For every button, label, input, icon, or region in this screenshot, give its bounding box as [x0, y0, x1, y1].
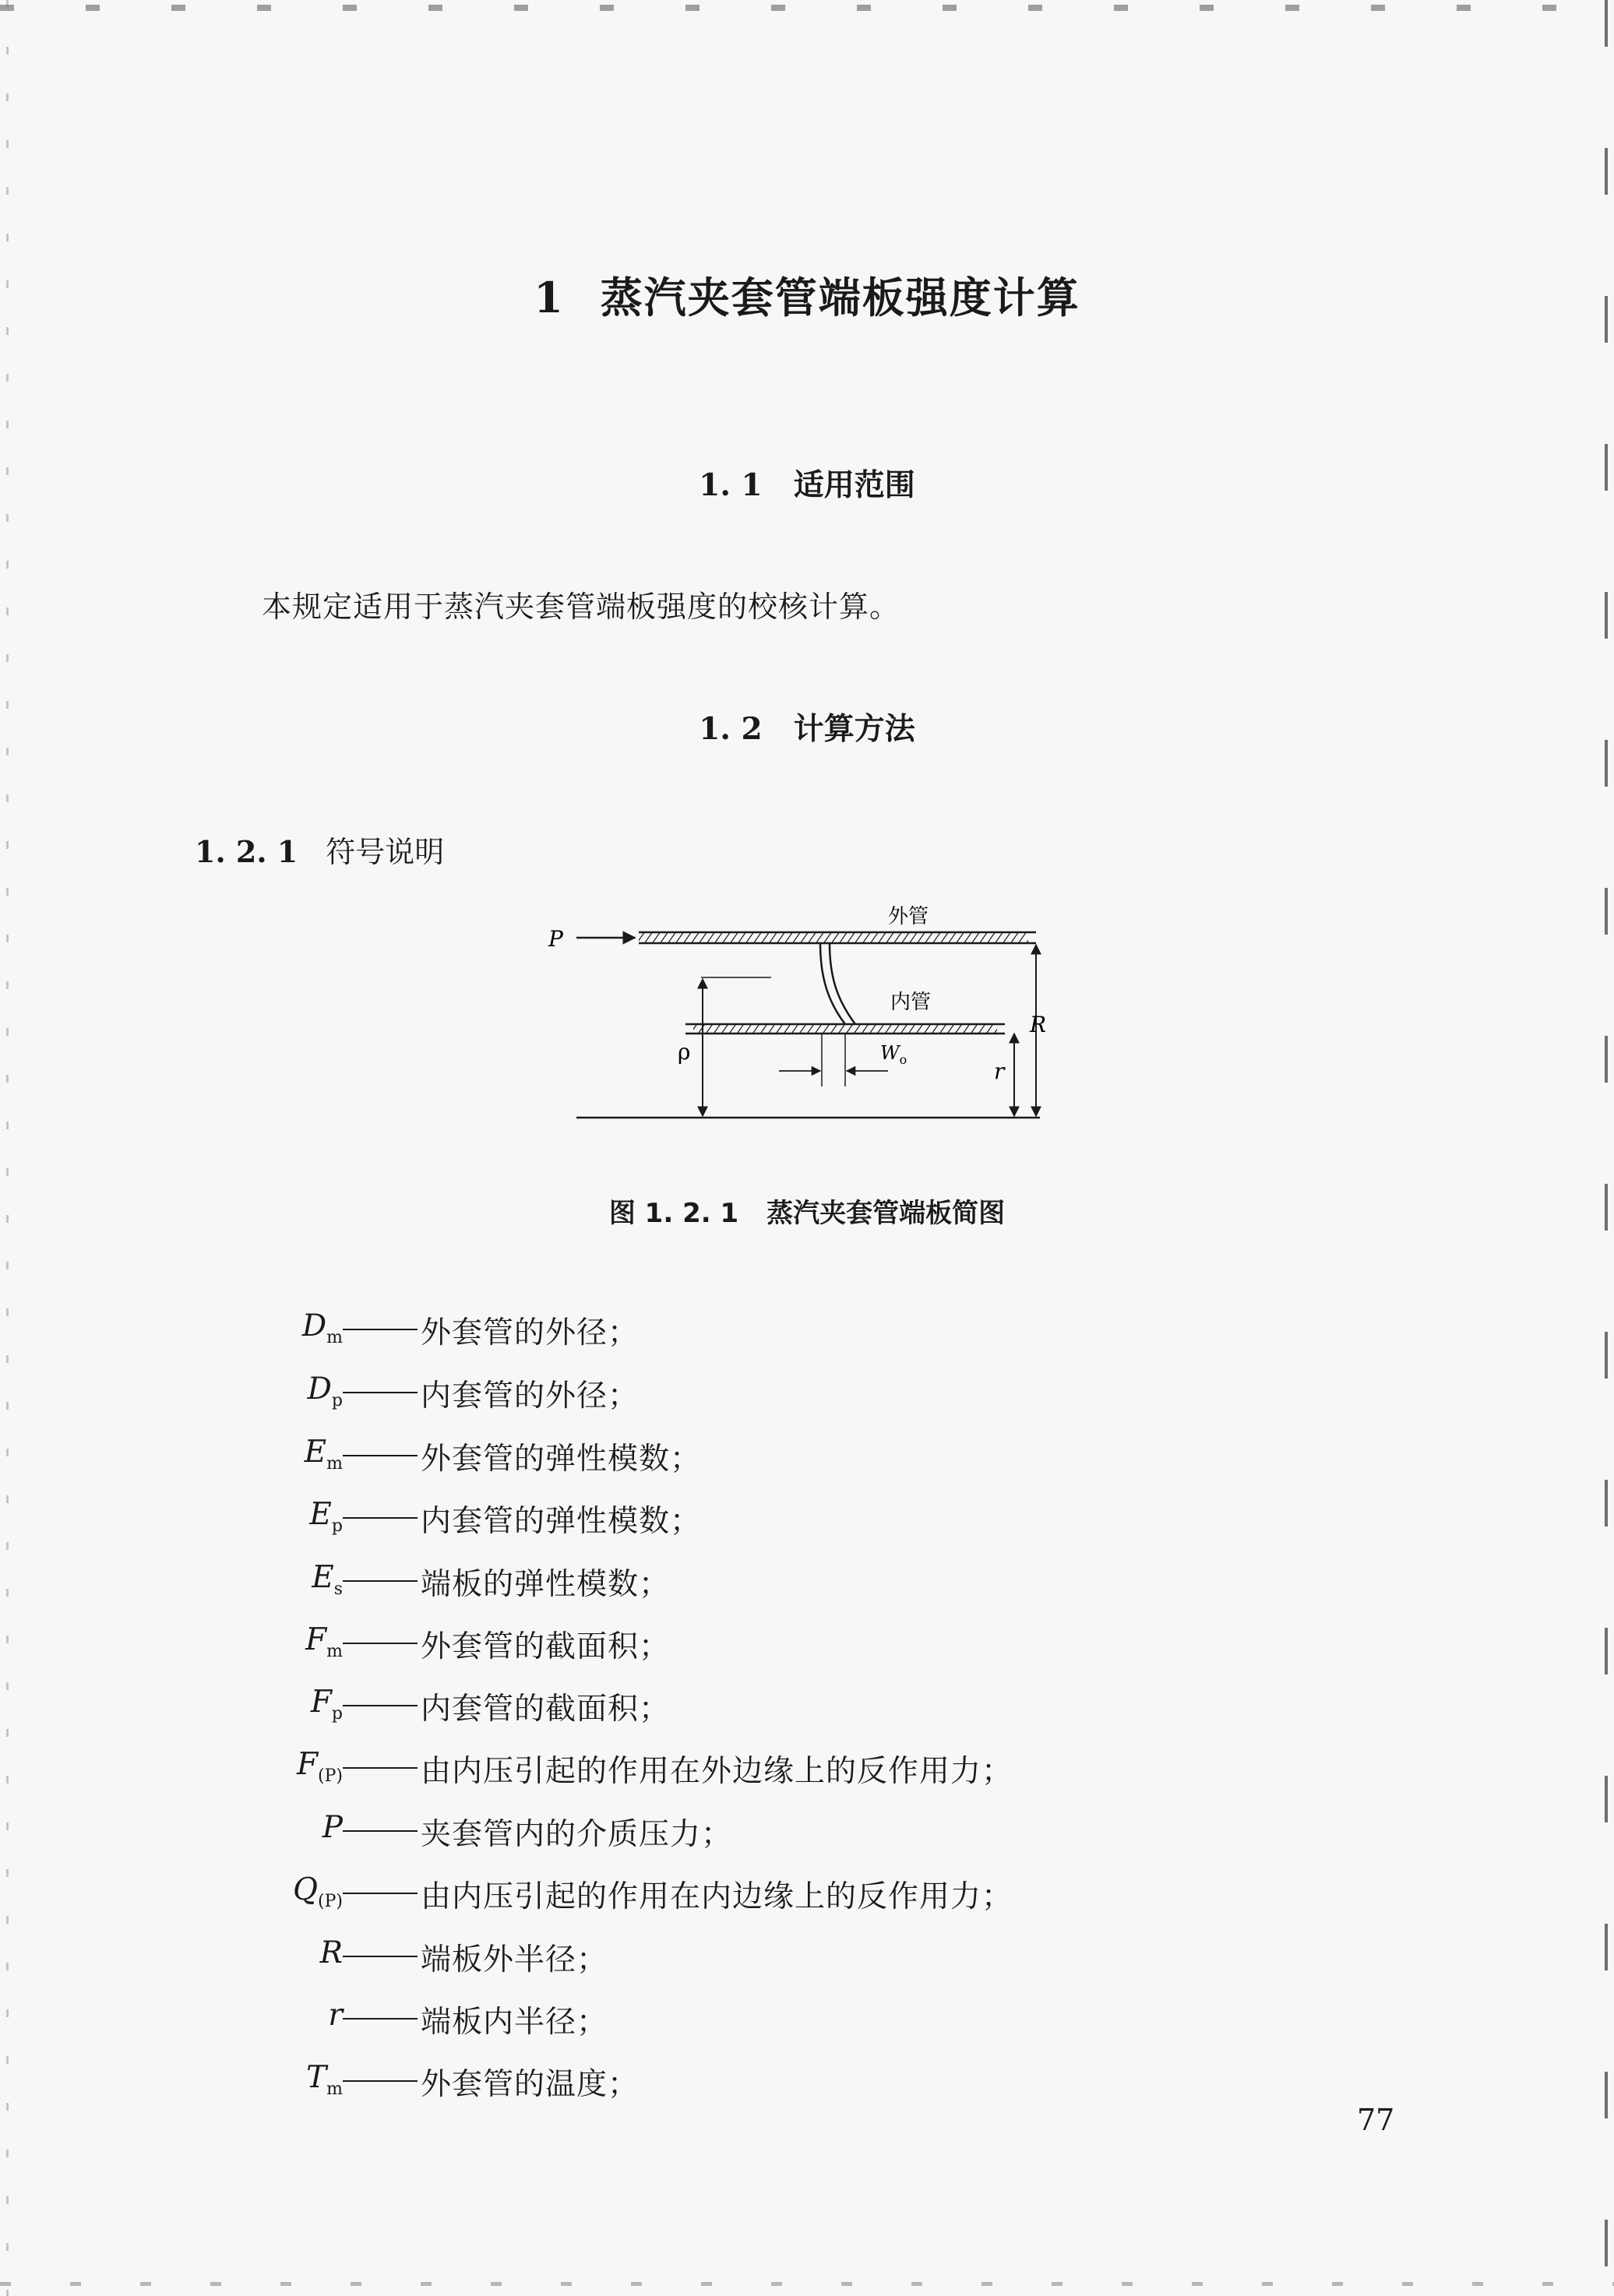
symbol-row [0, 1435, 1614, 1478]
em-dash [343, 1893, 418, 1894]
subsection-title: 符号说明 [326, 835, 445, 869]
outer-pipe [639, 932, 1036, 943]
symbol-description: 端板的弹性模数； [421, 1567, 671, 1602]
scope-paragraph: 本规定适用于蒸汽夹套管端板强度的校核计算。 [262, 590, 900, 624]
page-number: 77 [1357, 2103, 1395, 2137]
symbol-row [0, 1560, 1614, 1604]
symbol-name: $F_p$ [310, 1685, 343, 1724]
em-dash [343, 1767, 418, 1769]
scan-edge-top [0, 5, 1614, 11]
symbol-description: 由内压引起的作用在内边缘上的反作用力； [421, 1879, 1013, 1914]
inner-pipe [685, 1024, 1005, 1034]
label-wo: $W_o$ [880, 1042, 907, 1067]
symbol-name: $D_m$ [301, 1308, 343, 1347]
symbol-name: $E_s$ [312, 1560, 343, 1599]
symbol-subscript: s [333, 1579, 343, 1599]
label-r: r [994, 1058, 1005, 1084]
rho-dimension [701, 977, 771, 1116]
symbol-subscript: m [326, 2079, 343, 2099]
symbol-description: 内套管的外径； [421, 1379, 640, 1414]
symbol-name: $F_m$ [305, 1622, 343, 1661]
chapter-title [0, 265, 1614, 325]
symbol-name: $E_m$ [304, 1435, 343, 1474]
chapter-number: 1 [534, 273, 565, 322]
em-dash [343, 1392, 418, 1393]
em-dash [343, 1580, 418, 1582]
symbol-subscript: m [326, 1327, 343, 1347]
symbol-row [0, 1935, 1614, 1979]
em-dash [343, 1705, 418, 1706]
symbol-name: $Q_{(P)}$ [293, 1872, 343, 1911]
section-heading-method [0, 705, 1614, 748]
symbol-subscript: p [331, 1516, 343, 1536]
symbol-description: 由内压引起的作用在外边缘上的反作用力； [421, 1754, 1013, 1789]
symbol-subscript: (P) [318, 1891, 343, 1911]
label-P: P [548, 926, 563, 952]
symbol-row [0, 1998, 1614, 2041]
symbol-description: 内套管的弹性模数； [421, 1504, 702, 1539]
chapter-title-text: 蒸汽夹套管端板强度计算 [600, 273, 1080, 322]
symbol-description: 外套管的截面积； [421, 1629, 671, 1664]
symbol-description: 外套管的外径； [421, 1315, 640, 1350]
symbol-subscript: p [331, 1703, 343, 1724]
symbol-description: 外套管的温度； [421, 2067, 640, 2102]
symbol-row [0, 1747, 1614, 1791]
symbol-subscript: p [331, 1390, 343, 1410]
label-rho: ρ [678, 1039, 691, 1065]
symbol-name: $D_p$ [307, 1372, 343, 1410]
em-dash [343, 1455, 418, 1456]
symbol-row [0, 1622, 1614, 1666]
wo-dimension [779, 1034, 888, 1086]
label-inner-pipe: 内管 [890, 991, 932, 1014]
figure-title: 蒸汽夹套管端板简图 [766, 1198, 1006, 1229]
em-dash [343, 1643, 418, 1644]
symbol-description: 端板外半径； [421, 1942, 608, 1977]
symbol-subscript: m [326, 1453, 343, 1474]
scan-edge-bottom [0, 2282, 1614, 2286]
em-dash [343, 1956, 418, 1957]
em-dash [343, 2018, 418, 2020]
end-plate-diagram [537, 884, 1052, 1141]
symbol-name: $T_m$ [306, 2060, 343, 2099]
symbol-name: $E_p$ [309, 1497, 343, 1536]
symbol-row [0, 1872, 1614, 1916]
subsection-number: 1. 2. 1 [195, 834, 298, 869]
symbol-row [0, 1685, 1614, 1728]
subsection-heading-symbols [195, 828, 444, 871]
symbol-name: R [319, 1935, 343, 1970]
symbol-description: 外套管的弹性模数； [421, 1442, 702, 1477]
figure-caption [0, 1192, 1614, 1230]
section-number: 1. 2 [699, 711, 763, 747]
section-title: 适用范围 [793, 468, 915, 503]
symbol-name: r [328, 1998, 343, 2033]
figure-number: 图 1. 2. 1 [608, 1198, 739, 1229]
symbol-name: $F_{(P)}$ [296, 1747, 343, 1786]
section-number: 1. 1 [699, 467, 763, 503]
end-plate [820, 943, 855, 1024]
symbol-row [0, 1308, 1614, 1352]
symbol-description: 夹套管内的介质压力； [421, 1817, 733, 1852]
label-R: R [1030, 1012, 1047, 1037]
symbol-description: 端板内半径； [421, 2005, 608, 2040]
symbol-description: 内套管的截面积； [421, 1692, 671, 1727]
symbol-row [0, 1372, 1614, 1415]
symbol-row [0, 1497, 1614, 1541]
symbol-row [0, 2060, 1614, 2104]
symbol-row [0, 1810, 1614, 1854]
symbol-subscript: (P) [318, 1766, 343, 1786]
section-title: 计算方法 [793, 712, 915, 747]
symbol-name: P [322, 1810, 343, 1845]
em-dash [343, 1517, 418, 1519]
symbol-subscript: m [326, 1641, 343, 1661]
label-outer-pipe: 外管 [888, 905, 929, 928]
em-dash [343, 1329, 418, 1330]
section-heading-scope [0, 461, 1614, 505]
em-dash [343, 1830, 418, 1832]
em-dash [343, 2080, 418, 2082]
